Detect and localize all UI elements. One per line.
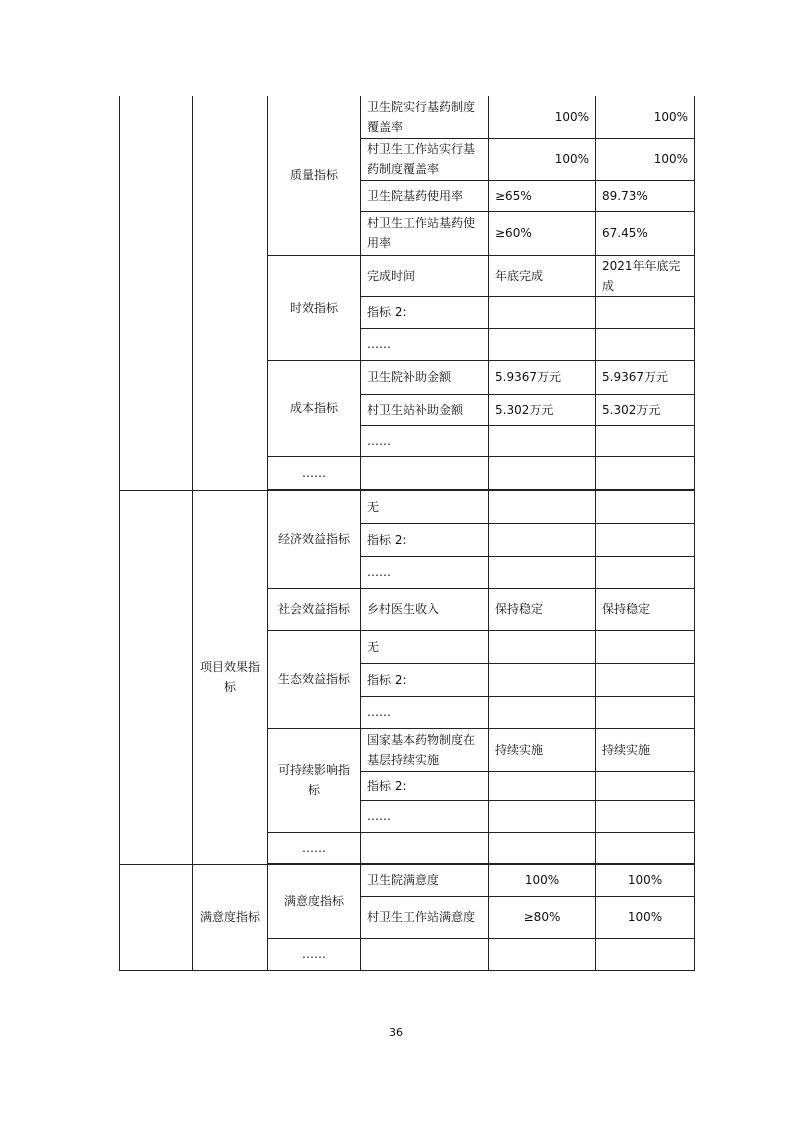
indicator-target	[489, 832, 596, 863]
indicator-name: 卫生院基药使用率	[361, 180, 489, 211]
indicator-actual: 100%	[596, 138, 695, 180]
indicator-target: ≥65%	[489, 180, 596, 211]
indicator-target	[489, 800, 596, 832]
indicator-name: 指标 2:	[361, 771, 489, 800]
first-level-category-cell	[120, 490, 193, 864]
indicator-name: 指标 2:	[361, 523, 489, 556]
satisfaction-category-label: 满意度指标	[193, 864, 268, 970]
indicator-target: 持续实施	[489, 728, 596, 771]
first-level-category-cell	[120, 864, 193, 970]
indicator-actual: 67.45%	[596, 211, 695, 255]
output-more-label: ……	[268, 456, 361, 489]
indicator-name: 无	[361, 630, 489, 663]
indicator-target: 5.302万元	[489, 394, 596, 425]
indicator-name: ……	[361, 696, 489, 728]
indicator-actual	[596, 800, 695, 832]
indicator-actual: 持续实施	[596, 728, 695, 771]
indicator-actual	[596, 296, 695, 328]
indicator-name: 指标 2:	[361, 296, 489, 328]
indicator-actual	[596, 938, 695, 970]
indicator-name: 卫生院满意度	[361, 864, 489, 896]
indicator-actual: 89.73%	[596, 180, 695, 211]
indicator-actual	[596, 328, 695, 360]
effect-more-label: ……	[268, 832, 361, 863]
indicator-target	[489, 425, 596, 456]
indicator-name: 村卫生工作站满意度	[361, 896, 489, 938]
indicator-name	[361, 456, 489, 489]
satisfaction-indicator-label: 满意度指标	[268, 864, 361, 938]
indicator-actual: 2021年年底完成	[596, 255, 695, 296]
social-indicator-label: 社会效益指标	[268, 588, 361, 630]
indicator-actual	[596, 456, 695, 489]
indicator-target	[489, 296, 596, 328]
indicator-actual	[596, 523, 695, 556]
indicator-target	[489, 556, 596, 588]
indicator-actual	[596, 663, 695, 696]
indicator-name: 无	[361, 490, 489, 523]
first-level-category-cell	[120, 96, 193, 490]
satisfaction-more-label: ……	[268, 938, 361, 970]
indicator-name	[361, 938, 489, 970]
indicator-target	[489, 456, 596, 489]
indicator-actual	[596, 832, 695, 863]
indicator-name: 乡村医生收入	[361, 588, 489, 630]
page-number: 36	[389, 1026, 403, 1039]
indicator-target: 保持稳定	[489, 588, 596, 630]
indicator-target	[489, 938, 596, 970]
indicator-target	[489, 523, 596, 556]
indicator-target	[489, 630, 596, 663]
economic-indicator-label: 经济效益指标	[268, 490, 361, 588]
second-level-category-cell	[193, 96, 268, 490]
indicator-target: 100%	[489, 864, 596, 896]
indicator-target: 100%	[489, 96, 596, 138]
indicator-actual: 保持稳定	[596, 588, 695, 630]
indicator-actual: 100%	[596, 896, 695, 938]
ecological-indicator-label: 生态效益指标	[268, 630, 361, 728]
indicator-target	[489, 663, 596, 696]
indicator-name: ……	[361, 425, 489, 456]
indicator-target	[489, 328, 596, 360]
indicator-actual: 100%	[596, 864, 695, 896]
indicator-actual	[596, 490, 695, 523]
indicator-name: 村卫生工作站基药使用率	[361, 211, 489, 255]
indicator-name: 国家基本药物制度在基层持续实施	[361, 728, 489, 771]
indicator-actual	[596, 696, 695, 728]
indicator-target: 5.9367万元	[489, 360, 596, 394]
indicator-target	[489, 696, 596, 728]
indicator-name: ……	[361, 556, 489, 588]
indicator-target: ≥80%	[489, 896, 596, 938]
cost-indicator-label: 成本指标	[268, 360, 361, 456]
indicator-target	[489, 771, 596, 800]
indicator-name	[361, 832, 489, 863]
indicator-actual: 100%	[596, 96, 695, 138]
effect-indicator-label: 项目效果指标	[193, 490, 268, 864]
indicator-name: 完成时间	[361, 255, 489, 296]
indicator-name: 村卫生站补助金额	[361, 394, 489, 425]
indicator-name: 村卫生工作站实行基药制度覆盖率	[361, 138, 489, 180]
indicator-target: ≥60%	[489, 211, 596, 255]
indicator-target: 100%	[489, 138, 596, 180]
indicator-name: 卫生院补助金额	[361, 360, 489, 394]
indicator-actual	[596, 771, 695, 800]
performance-indicator-table	[119, 96, 695, 971]
indicator-actual	[596, 425, 695, 456]
indicator-actual: 5.9367万元	[596, 360, 695, 394]
indicator-name: ……	[361, 328, 489, 360]
indicator-actual	[596, 556, 695, 588]
indicator-actual: 5.302万元	[596, 394, 695, 425]
indicator-target: 年底完成	[489, 255, 596, 296]
indicator-name: 卫生院实行基药制度覆盖率	[361, 96, 489, 138]
indicator-target	[489, 490, 596, 523]
timeliness-indicator-label: 时效指标	[268, 255, 361, 360]
indicator-actual	[596, 630, 695, 663]
sustainable-indicator-label: 可持续影响指标	[268, 728, 361, 832]
quality-indicator-label: 质量指标	[268, 96, 361, 255]
indicator-name: 指标 2:	[361, 663, 489, 696]
indicator-name: ……	[361, 800, 489, 832]
